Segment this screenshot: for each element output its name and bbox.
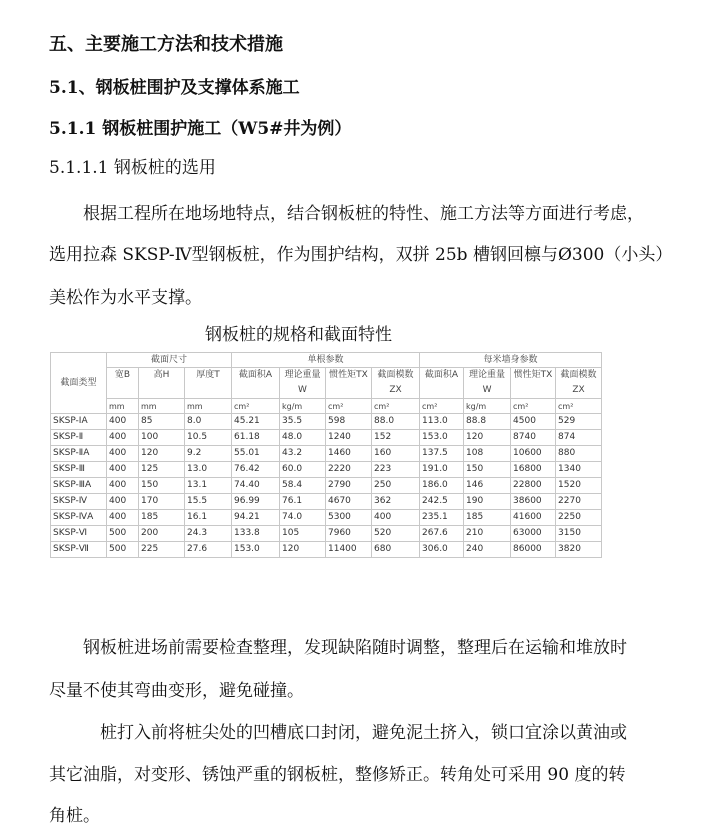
column-header: 惯性矩TX [326,368,372,399]
value-cell: 240 [464,542,511,558]
row-type-cell: SKSP-ⅣA [51,510,107,526]
value-cell: 3150 [556,526,602,542]
table-row [51,478,602,494]
value-cell: 27.6 [185,542,232,558]
row-type-cell: SKSP-Ⅲ [51,462,107,478]
value-cell: 2270 [556,494,602,510]
value-cell: 41600 [511,510,556,526]
value-cell: 529 [556,414,602,430]
row-type-cell: SKSP-Ⅳ [51,494,107,510]
section-heading: 五、主要施工方法和技术措施 [49,34,283,55]
value-cell: 8740 [511,430,556,446]
column-header: 厚度T [185,368,232,399]
value-cell: 16800 [511,462,556,478]
value-cell: 362 [372,494,420,510]
table-row [51,414,602,430]
table-row [51,494,602,510]
value-cell: 38600 [511,494,556,510]
paragraph-line: 其它油脂，对变形、锈蚀严重的钢板桩，整修矫正。转角处可采用 90 度的转 [49,765,626,785]
value-cell: 400 [107,494,139,510]
row-type-cell: SKSP-Ⅵ [51,526,107,542]
value-cell: 186.0 [420,478,464,494]
value-cell: 96.99 [232,494,280,510]
value-cell: 223 [372,462,420,478]
value-cell: 400 [107,510,139,526]
row-type-cell: SKSP-Ⅱ [51,430,107,446]
value-cell: 63000 [511,526,556,542]
value-cell: 4500 [511,414,556,430]
paragraph-line: 美松作为水平支撑。 [49,288,202,308]
unit-cell: kg/m [280,399,326,414]
unit-row [51,399,602,414]
value-cell: 500 [107,526,139,542]
value-cell: 4670 [326,494,372,510]
table-row [51,462,602,478]
unit-cell: mm [139,399,185,414]
value-cell: 58.4 [280,478,326,494]
paragraph-line: 钢板桩进场前需要检查整理，发现缺陷随时调整，整理后在运输和堆放时 [49,638,627,658]
column-header: 高H [139,368,185,399]
value-cell: 5300 [326,510,372,526]
table-caption: 钢板桩的规格和截面特性 [205,325,392,345]
subsubsection-heading: 5.1.1 钢板桩围护施工（W5#井为例） [49,119,352,139]
row-type-cell: SKSP-ⅠA [51,414,107,430]
value-cell: 153.0 [232,542,280,558]
value-cell: 267.6 [420,526,464,542]
unit-cell: cm² [372,399,420,414]
table-row [51,510,602,526]
value-cell: 86000 [511,542,556,558]
column-header: 理论重量W [464,368,511,399]
table-body [51,414,602,558]
value-cell: 210 [464,526,511,542]
unit-cell: kg/m [464,399,511,414]
column-header: 宽B [107,368,139,399]
value-cell: 133.8 [232,526,280,542]
value-cell: 400 [372,510,420,526]
value-cell: 120 [139,446,185,462]
value-cell: 16.1 [185,510,232,526]
value-cell: 150 [139,478,185,494]
value-cell: 200 [139,526,185,542]
column-header: 截面模数ZX [372,368,420,399]
value-cell: 400 [107,446,139,462]
column-header: 理论重量W [280,368,326,399]
table-row [51,446,602,462]
value-cell: 74.0 [280,510,326,526]
column-header-row [51,368,602,399]
column-header: 截面积A [232,368,280,399]
value-cell: 185 [464,510,511,526]
value-cell: 880 [556,446,602,462]
value-cell: 11400 [326,542,372,558]
value-cell: 680 [372,542,420,558]
column-header: 截面积A [420,368,464,399]
value-cell: 520 [372,526,420,542]
paragraph-line: 尽量不使其弯曲变形，避免碰撞。 [49,681,304,701]
value-cell: 22800 [511,478,556,494]
minor-heading: 5.1.1.1 钢板桩的选用 [49,158,216,178]
value-cell: 185 [139,510,185,526]
value-cell: 2250 [556,510,602,526]
column-header: 截面模数ZX [556,368,602,399]
value-cell: 235.1 [420,510,464,526]
value-cell: 120 [280,542,326,558]
unit-cell: cm² [420,399,464,414]
value-cell: 88.8 [464,414,511,430]
value-cell: 120 [464,430,511,446]
value-cell: 43.2 [280,446,326,462]
value-cell: 150 [464,462,511,478]
value-cell: 146 [464,478,511,494]
subsection-heading: 5.1、钢板桩围护及支撑体系施工 [49,78,300,98]
value-cell: 108 [464,446,511,462]
value-cell: 250 [372,478,420,494]
value-cell: 88.0 [372,414,420,430]
value-cell: 55.01 [232,446,280,462]
value-cell: 225 [139,542,185,558]
column-header: 惯性矩TX [511,368,556,399]
paragraph-line: 桩打入前将桩尖处的凹槽底口封闭，避免泥土挤入，锁口宜涂以黄油或 [49,723,627,743]
paragraph-line: 角桩。 [49,806,100,826]
value-cell: 400 [107,478,139,494]
value-cell: 45.21 [232,414,280,430]
value-cell: 61.18 [232,430,280,446]
value-cell: 2220 [326,462,372,478]
value-cell: 170 [139,494,185,510]
value-cell: 137.5 [420,446,464,462]
row-type-cell: SKSP-Ⅶ [51,542,107,558]
value-cell: 306.0 [420,542,464,558]
value-cell: 10600 [511,446,556,462]
value-cell: 1460 [326,446,372,462]
type-header: 截面类型 [51,353,107,414]
group-header-per-meter-wall: 每米墙身参数 [420,353,602,368]
value-cell: 74.40 [232,478,280,494]
value-cell: 242.5 [420,494,464,510]
value-cell: 76.42 [232,462,280,478]
value-cell: 10.5 [185,430,232,446]
spec-table [50,352,602,558]
unit-cell: cm² [232,399,280,414]
value-cell: 9.2 [185,446,232,462]
value-cell: 2790 [326,478,372,494]
value-cell: 1340 [556,462,602,478]
value-cell: 7960 [326,526,372,542]
value-cell: 113.0 [420,414,464,430]
value-cell: 500 [107,542,139,558]
value-cell: 94.21 [232,510,280,526]
value-cell: 400 [107,414,139,430]
unit-cell: cm² [511,399,556,414]
value-cell: 1240 [326,430,372,446]
unit-cell: cm² [556,399,602,414]
table-row [51,430,602,446]
value-cell: 85 [139,414,185,430]
unit-cell: mm [185,399,232,414]
value-cell: 100 [139,430,185,446]
group-header-single-pile: 单根参数 [232,353,420,368]
value-cell: 153.0 [420,430,464,446]
value-cell: 160 [372,446,420,462]
value-cell: 598 [326,414,372,430]
value-cell: 13.1 [185,478,232,494]
value-cell: 191.0 [420,462,464,478]
value-cell: 400 [107,430,139,446]
value-cell: 76.1 [280,494,326,510]
value-cell: 105 [280,526,326,542]
row-type-cell: SKSP-ⅢA [51,478,107,494]
table-row [51,542,602,558]
value-cell: 152 [372,430,420,446]
value-cell: 13.0 [185,462,232,478]
unit-cell: mm [107,399,139,414]
table-row [51,526,602,542]
unit-cell: cm² [326,399,372,414]
value-cell: 190 [464,494,511,510]
value-cell: 48.0 [280,430,326,446]
value-cell: 874 [556,430,602,446]
value-cell: 60.0 [280,462,326,478]
value-cell: 8.0 [185,414,232,430]
row-type-cell: SKSP-ⅡA [51,446,107,462]
value-cell: 1520 [556,478,602,494]
paragraph-line: 根据工程所在地场地特点，结合钢板桩的特性、施工方法等方面进行考虑， [49,204,644,224]
value-cell: 35.5 [280,414,326,430]
group-header-section-size: 截面尺寸 [107,353,232,368]
value-cell: 400 [107,462,139,478]
value-cell: 15.5 [185,494,232,510]
value-cell: 125 [139,462,185,478]
value-cell: 24.3 [185,526,232,542]
paragraph-line: 选用拉森 SKSP-Ⅳ型钢板桩，作为围护结构，双拼 25b 槽钢回檩与Ø300（小头） [49,245,673,265]
value-cell: 3820 [556,542,602,558]
